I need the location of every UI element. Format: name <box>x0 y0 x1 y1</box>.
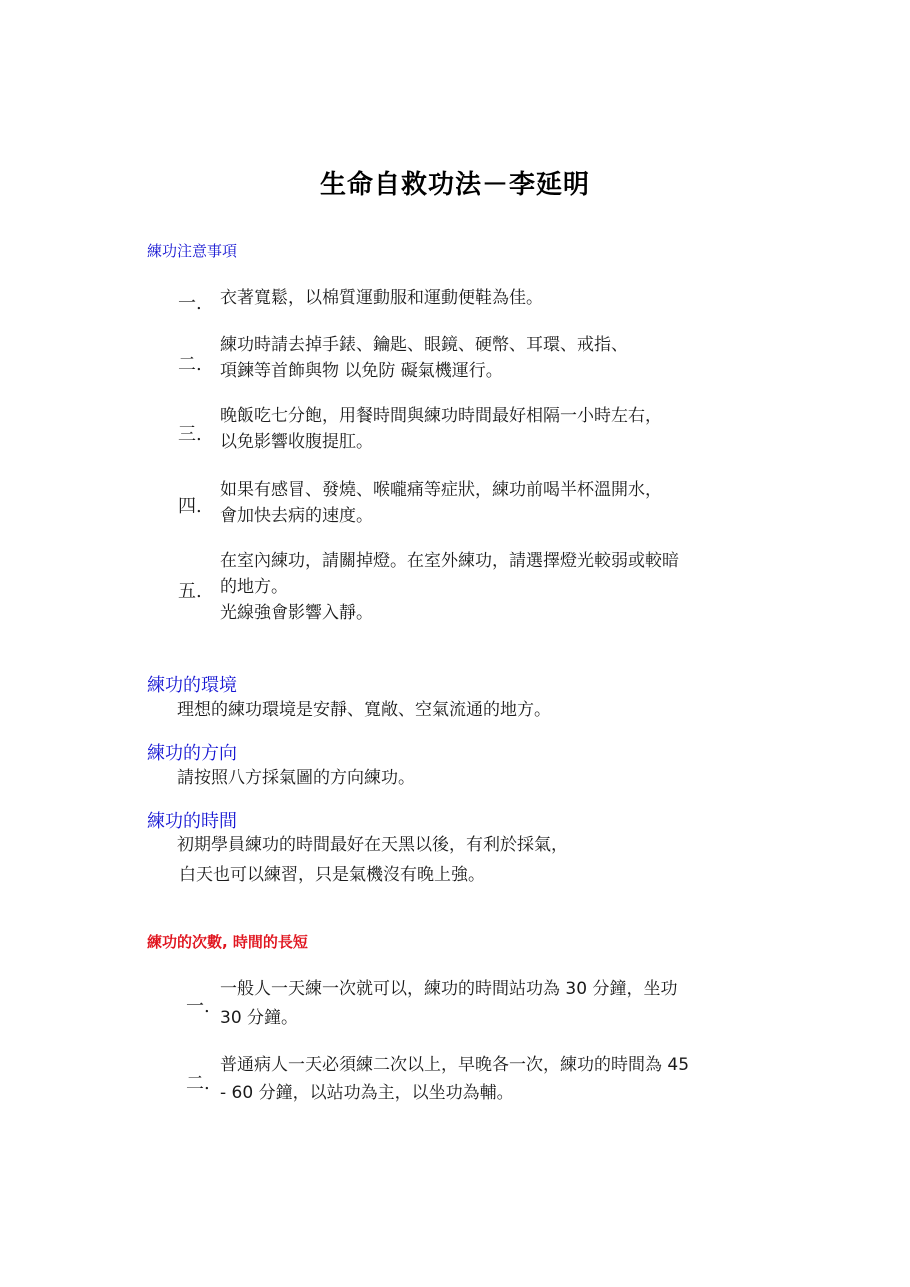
time-text: 白天也可以練習，只是氣機沒有晚上強。 <box>179 865 485 885</box>
precaution-line: 衣著寬鬆，以棉質運動服和運動便鞋為佳。 <box>220 288 543 308</box>
frequency-line: - 60 分鐘，以站功為主，以坐功為輔。 <box>220 1083 514 1103</box>
environment-text: 理想的練功環境是安靜、寬敞、空氣流通的地方。 <box>177 700 551 720</box>
frequency-heading: 練功的次數, 時間的長短 <box>147 933 308 951</box>
time-heading: 練功的時間 <box>147 811 237 832</box>
precaution-line: 如果有感冒、發燒、喉嚨痛等症狀，練功前喝半杯溫開水， <box>220 480 662 500</box>
precaution-number: 二. <box>178 354 202 375</box>
precaution-line: 以免影響收腹提肛。 <box>220 432 373 452</box>
frequency-line: 普通病人一天必須練二次以上，早晚各一次，練功的時間為 45 <box>220 1055 690 1075</box>
precaution-line: 項鍊等首飾與物 以免防 礙氣機運行。 <box>220 361 503 381</box>
precaution-number: 四. <box>178 496 202 517</box>
precautions-heading: 練功注意事項 <box>147 242 238 260</box>
precaution-number: 一. <box>178 293 202 314</box>
time-text: 初期學員練功的時間最好在天黑以後，有利於採氣， <box>177 835 568 855</box>
direction-text: 請按照八方採氣圖的方向練功。 <box>177 768 415 788</box>
precaution-line: 晚飯吃七分飽，用餐時間與練功時間最好相隔一小時左右， <box>220 406 662 426</box>
precaution-number: 三. <box>178 424 202 445</box>
frequency-line: 一般人一天練一次就可以，練功的時間站功為 30 分鐘，坐功 <box>220 979 678 999</box>
frequency-line: 30 分鐘。 <box>220 1008 299 1028</box>
precaution-line: 光線強會影響入靜。 <box>220 603 373 623</box>
frequency-number: 二. <box>186 1073 210 1094</box>
environment-heading: 練功的環境 <box>147 675 237 696</box>
precaution-line: 在室內練功，請關掉燈。在室外練功，請選擇燈光較弱或較暗 <box>220 551 679 571</box>
precaution-line: 的地方。 <box>220 577 288 597</box>
page-title: 生命自救功法－李延明 <box>319 170 590 200</box>
direction-heading: 練功的方向 <box>147 743 237 764</box>
precaution-number: 五. <box>178 581 202 602</box>
precaution-line: 會加快去病的速度。 <box>220 506 373 526</box>
precaution-line: 練功時請去掉手錶、鑰匙、眼鏡、硬幣、耳環、戒指、 <box>220 335 628 355</box>
frequency-number: 一. <box>186 996 210 1017</box>
